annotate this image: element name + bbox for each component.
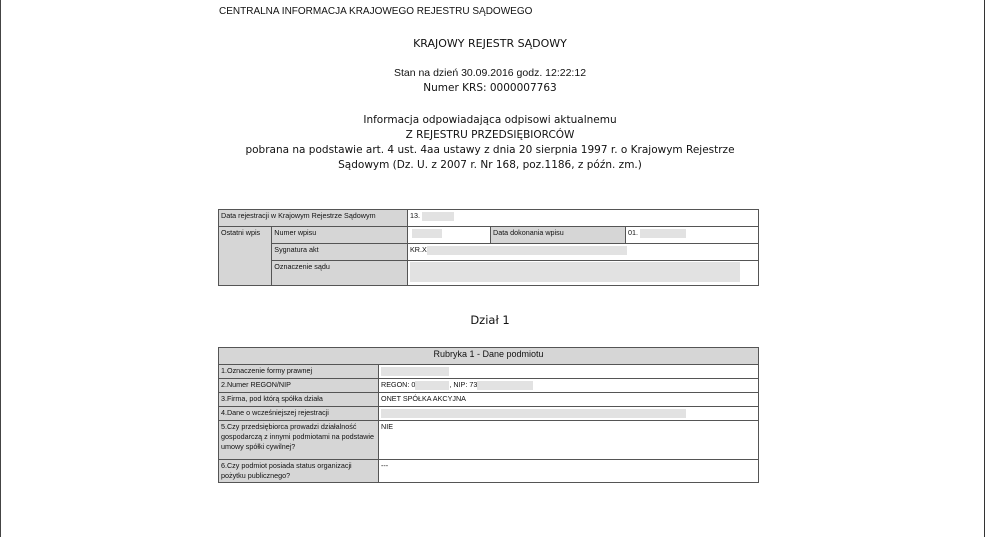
- info-line-1: Informacja odpowiadająca odpisowi aktualnemu: [363, 114, 617, 126]
- entry-date-label: Data dokonania wpisu: [491, 227, 626, 244]
- row-value: ---: [379, 460, 759, 483]
- org-header: CENTRALNA INFORMACJA KRAJOWEGO REJESTRU SĄDOWEGO: [219, 6, 533, 17]
- row-value: [379, 365, 759, 379]
- reg-date-value: 13.: [408, 210, 759, 227]
- case-sig-label: Sygnatura akt: [272, 244, 408, 261]
- entry-number-value: [408, 227, 491, 244]
- court-value: [408, 261, 759, 286]
- row-label: 6.Czy podmiot posiada status organizacji pożytku publicznego?: [219, 460, 379, 483]
- registration-table: [218, 209, 759, 286]
- page-edge-left: [0, 0, 1, 537]
- page-edge-right: [984, 0, 985, 537]
- last-entry-label: Ostatni wpis: [219, 227, 272, 286]
- row-label: 1.Oznaczenie formy prawnej: [219, 365, 379, 379]
- row-label: 2.Numer REGON/NIP: [219, 379, 379, 393]
- row-value: [379, 407, 759, 421]
- case-sig-value: KR.X: [408, 244, 759, 261]
- row-value: ONET SPÓŁKA AKCYJNA: [379, 393, 759, 407]
- row-value: REGON: 0 , NIP: 73: [379, 379, 759, 393]
- entry-number-label: Numer wpisu: [272, 227, 408, 244]
- court-label: Oznaczenie sądu: [272, 261, 408, 286]
- row-label: 5.Czy przedsiębiorca prowadzi działalność gospodarczą z innymi podmiotami na podstawie umowy spółki cywilnej?: [219, 421, 379, 460]
- info-line-2: Z REJESTRU PRZEDSIĘBIORCÓW: [405, 129, 575, 141]
- row-label: 3.Firma, pod którą spółka działa: [219, 393, 379, 407]
- rubric-table: [218, 347, 759, 483]
- info-line-4: Sądowym (Dz. U. z 2007 r. Nr 168, poz.1186, z późn. zm.): [338, 159, 642, 171]
- row-label: 4.Dane o wcześniejszej rejestracji: [219, 407, 379, 421]
- reg-date-label: Data rejestracji w Krajowym Rejestrze Sądowym: [219, 210, 408, 227]
- rubric-title: Rubryka 1 - Dane podmiotu: [219, 348, 759, 365]
- register-title: KRAJOWY REJESTR SĄDOWY: [413, 37, 567, 50]
- krs-number: Numer KRS: 0000007763: [423, 82, 557, 94]
- info-line-3: pobrana na podstawie art. 4 ust. 4aa ustawy z dnia 20 sierpnia 1997 r. o Krajowym Rejestrze: [245, 144, 735, 156]
- state-date: Stan na dzień 30.09.2016 godz. 12:22:12: [393, 67, 587, 79]
- entry-date-value: 01.: [626, 227, 759, 244]
- row-value: NIE: [379, 421, 759, 460]
- info-block: [200, 113, 780, 173]
- section-title: Dział 1: [470, 313, 510, 327]
